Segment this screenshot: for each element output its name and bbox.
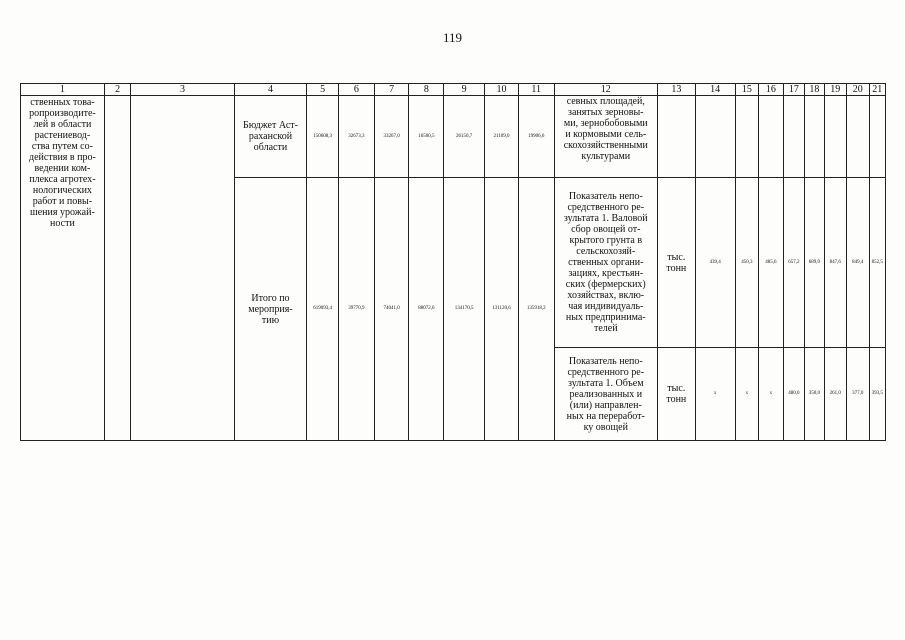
- empty-cell: [824, 96, 846, 178]
- header-cell: 20: [847, 84, 869, 96]
- header-cell: 9: [444, 84, 485, 96]
- header-cell: 15: [735, 84, 759, 96]
- header-cell: 4: [234, 84, 307, 96]
- header-cell: 1: [21, 84, 105, 96]
- empty-cell: [695, 96, 735, 178]
- empty-cell: [783, 96, 804, 178]
- budget-value: 16500,5: [409, 96, 444, 178]
- indicator-description: Показатель непо- средственного ре- зультата 1. Валовой сбор овощей от- крытого грунта в сельскохозяй- ственных органи- зациях, крестьян- ских (фермерских) хозяйствах, вклю- чая индивидуаль- ных предпринима- телей: [554, 178, 657, 348]
- header-cell: 5: [307, 84, 339, 96]
- total-value: 74041,0: [374, 178, 409, 441]
- budget-value: 32673,3: [338, 96, 374, 178]
- indicator-value: х: [695, 348, 735, 441]
- total-label: Итого по мероприя- тию: [234, 178, 307, 441]
- indicator-value: 849,4: [847, 178, 869, 348]
- total-value: 88072,6: [409, 178, 444, 441]
- empty-cell: [759, 96, 784, 178]
- indicator-value: 485,6: [759, 178, 784, 348]
- unit-label: тыс. тонн: [657, 348, 695, 441]
- header-cell: 11: [518, 84, 554, 96]
- header-cell: 21: [869, 84, 885, 96]
- indicator-value: 439,4: [695, 178, 735, 348]
- activity-description: ственных това- ропроизводите- лей в области растениевод- ства путем со- действия в про- ведении ком- плекса агротех- нологических работ и повы- шения урожай- ности: [21, 96, 105, 441]
- empty-cell: [805, 96, 824, 178]
- indicator-value: 657,2: [783, 178, 804, 348]
- header-row: [21, 84, 886, 96]
- empty-cell: [104, 96, 131, 441]
- indicator-value: 689,0: [805, 178, 824, 348]
- indicator-value: 852,5: [869, 178, 885, 348]
- header-cell: 17: [783, 84, 804, 96]
- total-value: 39770,9: [338, 178, 374, 441]
- indicator-value: 847,6: [824, 178, 846, 348]
- indicator-description: севных площадей, занятых зерновы- ми, зернобобовыми и кормовыми сель- скохозяйственными культурами: [554, 96, 657, 178]
- budget-row: [21, 96, 886, 178]
- header-cell: 14: [695, 84, 735, 96]
- indicator-value: х: [759, 348, 784, 441]
- budget-value: 150608,3: [307, 96, 339, 178]
- budget-value: 21109,0: [485, 96, 519, 178]
- total-value: 135918,2: [518, 178, 554, 441]
- header-cell: 19: [824, 84, 846, 96]
- indicator-value: 480,0: [783, 348, 804, 441]
- empty-cell: [847, 96, 869, 178]
- empty-cell: [869, 96, 885, 178]
- funding-source-label: Бюджет Аст- раханской области: [234, 96, 307, 178]
- header-cell: 10: [485, 84, 519, 96]
- total-value: 131120,6: [485, 178, 519, 441]
- header-cell: 3: [131, 84, 234, 96]
- indicator-value: 261,0: [824, 348, 846, 441]
- header-cell: 7: [374, 84, 409, 96]
- header-cell: 6: [338, 84, 374, 96]
- total-value: 619093,4: [307, 178, 339, 441]
- total-value: 134170,5: [444, 178, 485, 441]
- header-cell: 12: [554, 84, 657, 96]
- budget-value: 19906,6: [518, 96, 554, 178]
- indicator-value: 377,0: [847, 348, 869, 441]
- budget-value: 26150,7: [444, 96, 485, 178]
- empty-cell: [735, 96, 759, 178]
- indicator-value: 350,0: [805, 348, 824, 441]
- indicator-value: 393,5: [869, 348, 885, 441]
- header-cell: 16: [759, 84, 784, 96]
- budget-value: 33267,0: [374, 96, 409, 178]
- indicator-value: 450,3: [735, 178, 759, 348]
- header-cell: 8: [409, 84, 444, 96]
- unit-label: тыс. тонн: [657, 178, 695, 348]
- indicator-description: Показатель непо- средственного ре- зультата 1. Объем реализованных и (или) направлен- ных на переработ- ку овощей: [554, 348, 657, 441]
- header-cell: 13: [657, 84, 695, 96]
- header-cell: 2: [104, 84, 131, 96]
- empty-cell: [657, 96, 695, 178]
- empty-cell: [131, 96, 234, 441]
- indicator-value: х: [735, 348, 759, 441]
- program-table: [20, 83, 886, 441]
- header-cell: 18: [805, 84, 824, 96]
- page-number: 119: [442, 30, 463, 45]
